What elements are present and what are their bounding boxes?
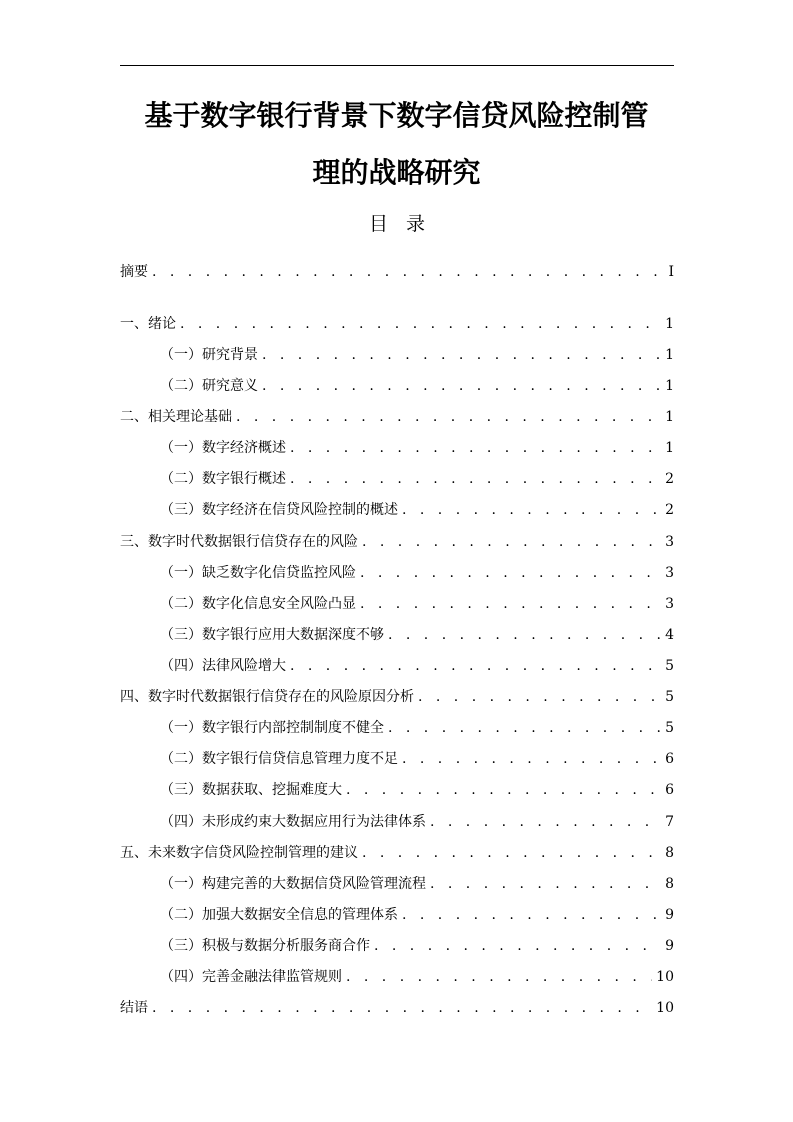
toc-entry[interactable] (120, 843, 674, 863)
toc-dot-leader (362, 532, 661, 552)
toc-entry-label: 一、绪论 (120, 316, 176, 332)
toc-entry-page: I (668, 264, 674, 280)
toc-entry-label: （四）完善金融法律监管规则 (160, 969, 342, 985)
toc-entry[interactable] (160, 625, 674, 645)
toc-dot-leader (346, 780, 661, 800)
document-title-line-2: 理的战略研究 (312, 156, 481, 189)
toc-entry-page: 9 (665, 938, 674, 954)
toc-entry-label: 二、相关理论基础 (120, 409, 232, 425)
toc-entry-page: 8 (665, 845, 674, 861)
toc-dot-leader (346, 967, 652, 987)
toc-entry-label: 摘要 (120, 264, 148, 280)
toc-dot-leader (402, 905, 661, 925)
toc-entry[interactable] (160, 749, 674, 769)
toc-dot-leader (388, 625, 661, 645)
toc-entry-page: 3 (665, 596, 674, 612)
toc-entry-page: 6 (665, 782, 674, 798)
toc-entry-page: 10 (656, 969, 674, 985)
toc-entry-page: 1 (665, 347, 674, 363)
toc-entry-page: 9 (665, 907, 674, 923)
toc-entry[interactable] (120, 314, 674, 334)
toc-entry-label: （三）积极与数据分析服务商合作 (160, 938, 370, 954)
toc-dot-leader (374, 936, 661, 956)
toc-entry[interactable] (120, 262, 674, 282)
toc-entry-page: 2 (665, 471, 674, 487)
toc-entry[interactable] (160, 345, 674, 365)
toc-entry[interactable] (120, 687, 674, 707)
toc-entry[interactable] (120, 998, 674, 1018)
toc-entry[interactable] (160, 376, 674, 396)
toc-entry-label: （一）数字经济概述 (160, 440, 286, 456)
toc-dot-leader (152, 262, 662, 282)
toc-dot-leader (180, 314, 661, 334)
toc-entry[interactable] (160, 967, 674, 987)
toc-entry-label: （三）数字经济在信贷风险控制的概述 (160, 502, 398, 518)
toc-entry-page: 8 (665, 876, 674, 892)
toc-dot-leader (418, 687, 661, 707)
toc-entry[interactable] (120, 407, 674, 427)
toc-dot-leader (290, 438, 661, 458)
document-title-line-1: 基于数字银行背景下数字信贷风险控制管 (144, 99, 649, 132)
toc-entry-page: 1 (665, 409, 674, 425)
toc-dot-leader (402, 500, 661, 520)
toc-entry-label: （二）加强大数据安全信息的管理体系 (160, 907, 398, 923)
toc-dot-leader (362, 843, 661, 863)
toc-entry[interactable] (160, 780, 674, 800)
toc-entry-page: 7 (665, 814, 674, 830)
toc-entry[interactable] (160, 438, 674, 458)
toc-entry-label: （三）数字银行应用大数据深度不够 (160, 627, 384, 643)
toc-entry-label: 三、数字时代数据银行信贷存在的风险 (120, 534, 358, 550)
toc-entry-page: 5 (665, 720, 674, 736)
toc-entry[interactable] (160, 812, 674, 832)
toc-dot-leader (290, 469, 661, 489)
toc-entry-label: （二）研究意义 (160, 378, 258, 394)
toc-entry-page: 1 (665, 440, 674, 456)
toc-heading: 目录 (368, 213, 443, 235)
toc-entry-page: 3 (665, 534, 674, 550)
toc-dot-leader (360, 594, 661, 614)
top-rule (120, 65, 674, 66)
toc-entry-label: 五、未来数字信贷风险控制管理的建议 (120, 845, 358, 861)
toc-entry-label: （一）构建完善的大数据信贷风险管理流程 (160, 876, 426, 892)
toc-dot-leader (236, 407, 661, 427)
toc-entry-label: （二）数字银行信贷信息管理力度不足 (160, 751, 398, 767)
toc-dot-leader (430, 874, 661, 894)
toc-entry-label: （三）数据获取、挖掘难度大 (160, 782, 342, 798)
toc-dot-leader (290, 656, 661, 676)
toc-entry-label: （二）数字化信息安全风险凸显 (160, 596, 356, 612)
toc-dot-leader (262, 376, 661, 396)
toc-entry[interactable] (160, 594, 674, 614)
toc-entry-label: （四）未形成约束大数据应用行为法律体系 (160, 814, 426, 830)
toc-dot-leader (262, 345, 661, 365)
toc-entry-label: （一）研究背景 (160, 347, 258, 363)
toc-entry-label: （一）数字银行内部控制制度不健全 (160, 720, 384, 736)
toc-entry-label: （一）缺乏数字化信贷监控风险 (160, 565, 356, 581)
toc-entry[interactable] (160, 874, 674, 894)
toc-entry[interactable] (160, 656, 674, 676)
toc-entry-page: 2 (665, 502, 674, 518)
toc-entry[interactable] (120, 532, 674, 552)
toc-entry-label: （二）数字银行概述 (160, 471, 286, 487)
toc-entry-page: 6 (665, 751, 674, 767)
toc-entry[interactable] (160, 718, 674, 738)
toc-entry-page: 10 (656, 1000, 674, 1016)
toc-entry[interactable] (160, 469, 674, 489)
toc-entry[interactable] (160, 563, 674, 583)
toc-entry-page: 1 (665, 316, 674, 332)
toc-entry-page: 5 (665, 689, 674, 705)
toc-entry-page: 1 (665, 378, 674, 394)
toc-entry-page: 4 (665, 627, 674, 643)
toc-entry-page: 5 (665, 658, 674, 674)
toc-entry-label: 四、数字时代数据银行信贷存在的风险原因分析 (120, 689, 414, 705)
toc-entry-label: 结语 (120, 1000, 148, 1016)
toc-entry[interactable] (160, 936, 674, 956)
toc-dot-leader (360, 563, 661, 583)
toc-dot-leader (388, 718, 661, 738)
toc-entry[interactable] (160, 905, 674, 925)
toc-entry-page: 3 (665, 565, 674, 581)
toc-dot-leader (402, 749, 661, 769)
toc-entry-label: （四）法律风险增大 (160, 658, 286, 674)
toc-dot-leader (430, 812, 661, 832)
toc-entry[interactable] (160, 500, 674, 520)
toc-dot-leader (152, 998, 652, 1018)
